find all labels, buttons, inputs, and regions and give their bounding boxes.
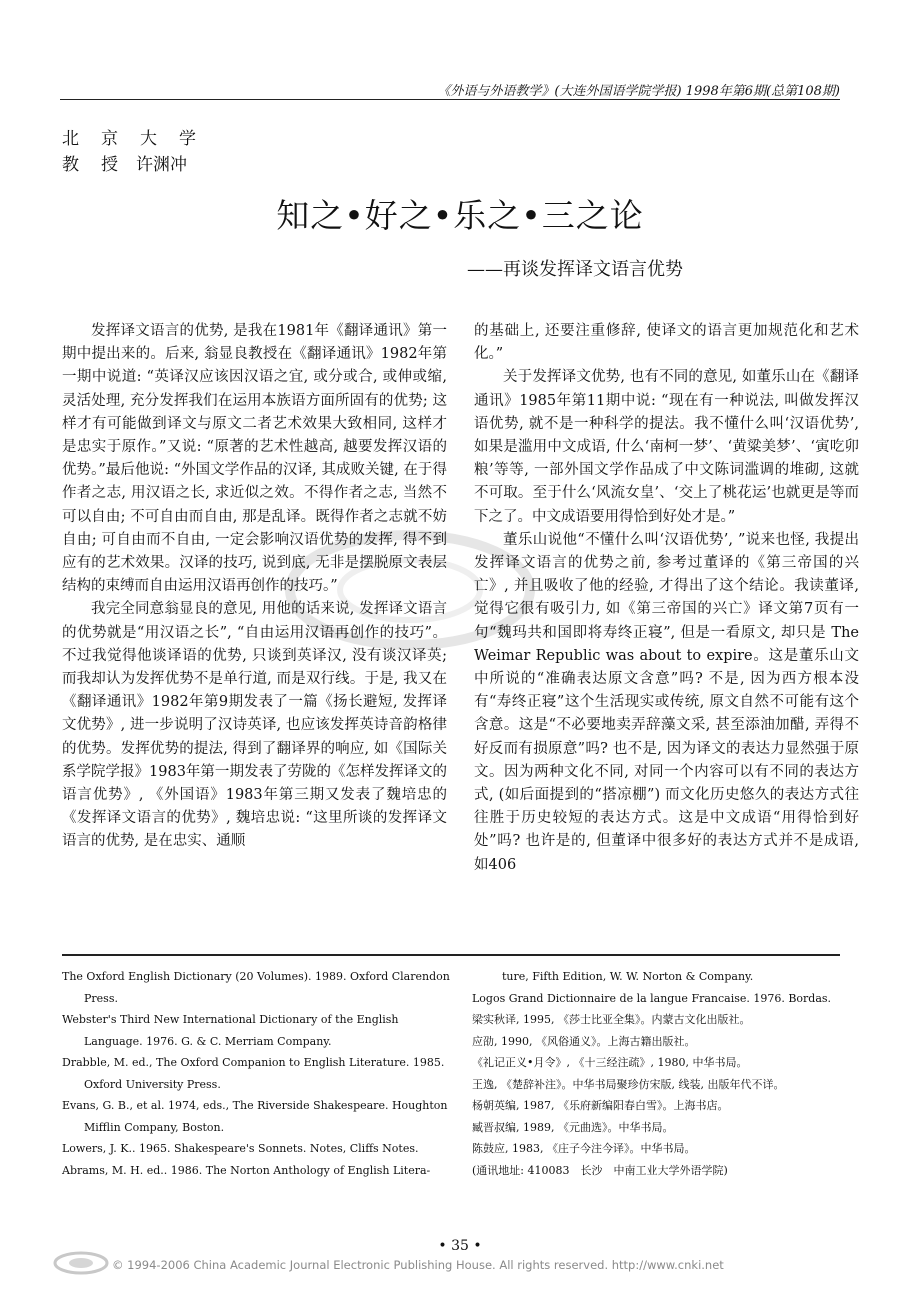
references-right bbox=[472, 966, 842, 1181]
author-role: 教授 bbox=[62, 155, 140, 175]
copyright-notice: © 1994-2006 China Academic Journal Electronic Publishing House. All rights reserved. http://www.cnki.net bbox=[112, 1258, 724, 1272]
paragraph: 的基础上, 还要注重修辞, 使译文的语言更加规范化和艺术化。” bbox=[474, 323, 859, 363]
header-rule bbox=[60, 99, 840, 100]
reference-item: Webster's Third New International Dictionary of the English Language. 1976. G. & C. Merriam Company. bbox=[62, 1013, 399, 1048]
reference-item: Lowers, J. K.. 1965. Shakespeare's Sonnets. Notes, Cliffs Notes. bbox=[62, 1142, 419, 1155]
contact-address: (通讯地址: 410083 长沙 中南工业大学外语学院) bbox=[472, 1163, 728, 1177]
cnki-logo-icon bbox=[52, 1250, 110, 1276]
paragraph: 发挥译文语言的优势, 是我在1981年《翻译通讯》第一期中提出来的。后来, 翁显良教授在《翻译通讯》1982年第一期中说道: “英译汉应该因汉语之宜, 或分或合, 或伸或缩, 灵活处理, 充分发挥我们在运用本族语方面所固有的优势; 这样才有可能做到译文与原文二者艺术效果大致相同, 这样才是忠实于原作。”又说: “原著的艺术性越高, 越要发挥汉语的优势。”最后他说: “外国文学作品的汉译, 其成败关键, 在于得作者之志, 用汉语之长, 求近似之效。不得作者之志, 当然不可以自由; 不可自由而自由, 那是乱译。既得作者之志就不妨自由; 可自由而不自由, 一定会影响汉语优势的发挥, 得不到应有的艺术效果。汉译的技巧, 说到底, 无非是摆脱原文表层结构的束缚而自由运用汉语再创作的技巧。” bbox=[62, 323, 447, 595]
reference-item: 梁实秋译, 1995, 《莎士比亚全集》。内蒙古文化出版社。 bbox=[472, 1013, 751, 1026]
author-line bbox=[62, 150, 187, 175]
references-left bbox=[62, 966, 452, 1181]
reference-item: 杨朝英编, 1987, 《乐府新编阳春白雪》。上海书店。 bbox=[472, 1099, 729, 1112]
reference-item: ture, Fifth Edition, W. W. Norton & Company. bbox=[502, 970, 754, 983]
journal-header: 《外语与外语教学》(大连外国语学院学报) 1998年第6期(总第108期) bbox=[437, 84, 840, 99]
reference-item: 陈鼓应, 1983, 《庄子今注今译》。中华书局。 bbox=[472, 1142, 696, 1155]
reference-item: Logos Grand Dictionnaire de la langue Francaise. 1976. Bordas. bbox=[472, 991, 832, 1005]
reference-item: Abrams, M. H. ed.. 1986. The Norton Anthology of English Litera- bbox=[62, 1163, 431, 1177]
reference-item: 《礼记正义•月令》, 《十三经注疏》, 1980, 中华书局。 bbox=[472, 1056, 748, 1069]
author-name: 许渊冲 bbox=[136, 155, 187, 175]
page-number: • 35 • bbox=[438, 1238, 482, 1254]
references-rule bbox=[62, 954, 840, 956]
reference-item: 臧晋叔编, 1989, 《元曲选》。中华书局。 bbox=[472, 1120, 674, 1134]
paragraph: 我完全同意翁显良的意见, 用他的话来说, 发挥译文语言的优势就是“用汉语之长”, “自由运用汉语再创作的技巧”。不过我觉得他谈译语的优势, 只谈到英译汉, 没有谈汉译英; 而我却认为发挥优势不是单行道, 而是双行线。于是, 我又在《翻译通讯》1982年第9期发表了一篇《扬长避短, 发挥译文优势》, 进一步说明了汉诗英译, 也应该发挥英诗音韵格律的优势。发挥优势的提法, 得到了翻译界的响应, 如《国际关系学院学报》1983年第一期发表了劳陇的《怎样发挥译文的语言优势》, 《外国语》1983年第三期又发表了魏培忠的《发挥译文语言的优势》, 魏培忠说: “这里所谈的发挥译文语言的优势, 是在忠实、通顺 bbox=[62, 601, 447, 850]
paragraph: 关于发挥译文优势, 也有不同的意见, 如董乐山在《翻译通讯》1985年第11期中说: “现在有一种说法, 叫做发挥汉语优势, 就不是一种科学的提法。我不懂什么叫‘汉语优势’, 如果是滥用中文成语, 什么‘南柯一梦’、‘黄粱美梦’、‘寅吃卯粮’等等, 一部外国文学作品成了中文陈词滥调的堆砌, 这就不可取。至于什么‘风流女皇’、‘交上了桃花运’也就更是等而下之了。中文成语要用得恰到好处才是。” bbox=[474, 369, 859, 525]
body-column-right bbox=[474, 320, 859, 877]
reference-item: 应劭, 1990, 《风俗通义》。上海古籍出版社。 bbox=[472, 1034, 696, 1048]
reference-item: The Oxford English Dictionary (20 Volumes). 1989. Oxford Clarendon Press. bbox=[62, 970, 450, 1005]
reference-item: 王逸, 《楚辞补注》。中华书局聚珍仿宋版, 线装, 出版年代不详。 bbox=[472, 1077, 785, 1091]
reference-item: Evans, G. B., et al. 1974, eds., The Riverside Shakespeare. Houghton Mifflin Company, Boston. bbox=[62, 1099, 448, 1134]
author-affiliation: 北京大学 bbox=[62, 129, 218, 149]
body-column-left bbox=[62, 320, 447, 854]
article-title: 知之•好之•乐之•三之论 bbox=[276, 196, 644, 235]
article-subtitle: ——再谈发挥译文语言优势 bbox=[467, 259, 683, 280]
paragraph: 董乐山说他“不懂什么叫‘汉语优势’, ”说来也怪, 我提出发挥译文语言的优势之前, 参考过董译的《第三帝国的兴亡》, 并且吸收了他的经验, 才得出了这个结论。我读董译, 觉得它很有吸引力, 如《第三帝国的兴亡》译文第7页有一句“魏玛共和国即将寿终正寝”, 但是一看原文, 却只是 The Weimar Republic was about to expire。这是董乐山文中所说的“准确表达原文含意”吗? 不是, 因为西方根本没有“寿终正寝”这个生活现实或传统, 原文自然不可能有这个含意。这是“不必要地卖弄辞藻文采, 甚至添油加醋, 弄得不好反而有损原意”吗? 也不是, 因为译文的表达力显然强于原文。因为两种文化不同, 对同一个内容可以有不同的表达方式, (如后面提到的“搭凉棚”) 而文化历史悠久的表达方式往往胜于历史较短的表达方式。这是中文成语“用得恰到好处”吗? 也许是的, 但董译中很多好的表达方式并不是成语, 如406 bbox=[474, 531, 859, 873]
reference-item: Drabble, M. ed., The Oxford Companion to English Literature. 1985. Oxford University Press. bbox=[62, 1056, 445, 1091]
